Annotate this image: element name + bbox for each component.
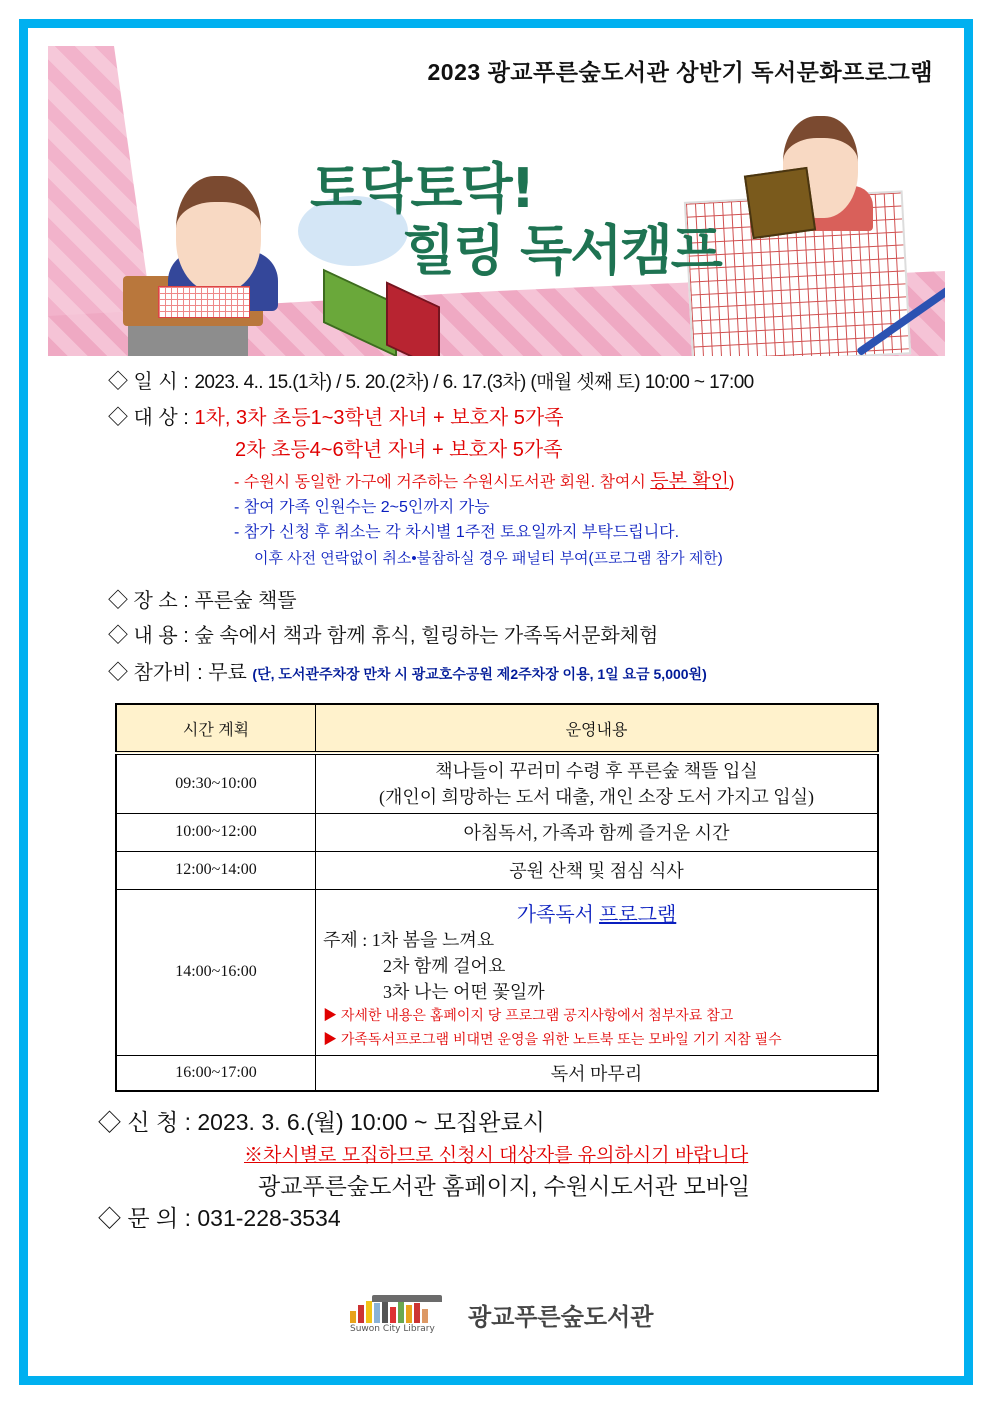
- info-date: [108, 372, 754, 392]
- date-label: ◇ 일 시 :: [108, 371, 189, 393]
- content-cell: 독서 마무리: [316, 1055, 879, 1091]
- table-row: [116, 753, 878, 813]
- table-row: [116, 1055, 878, 1091]
- table-row: [116, 889, 878, 1055]
- program-subtitle: 2023 광교푸른숲도서관 상반기 독서문화프로그램: [427, 59, 933, 85]
- content-cell: 공원 산책 및 점심 식사: [316, 851, 879, 889]
- content-label: ◇ 내 용 :: [108, 625, 189, 647]
- schedule-table: [115, 703, 879, 1092]
- program-note-2: ▶ 가족독서프로그램 비대면 운영을 위한 노트북 또는 모바일 기기 지참 필수: [323, 1030, 782, 1047]
- time-cell: 16:00~17:00: [116, 1055, 316, 1091]
- program-title: [317, 898, 876, 927]
- fee-label: ◇ 참가비 :: [108, 662, 203, 684]
- time-cell: 14:00~16:00: [116, 889, 316, 1055]
- content-cell: 아침독서, 가족과 함께 즐거운 시간: [316, 813, 879, 851]
- target-note-1-emphasis: 등본 확인: [650, 471, 729, 492]
- manuscript-paper-small-illustration: [158, 286, 250, 318]
- target-note-1-text: - 수원시 동일한 가구에 거주하는 수원시도서관 회원. 참여시: [234, 474, 651, 491]
- inquiry-phone: 031-228-3534: [197, 1205, 341, 1231]
- topic-3: 3차 나는 어떤 꽃일까: [383, 981, 545, 1002]
- target-line-2: 2차 초등4~6학년 자녀 + 보호자 5가족: [235, 439, 563, 461]
- fee-note: (단, 도서관주차장 만차 시 광교호수공원 제2주차장 이용, 1일 요금 5,000원): [252, 666, 707, 682]
- content-line-1: 책나들이 꾸러미 수령 후 푸른숲 책뜰 입실: [435, 760, 758, 781]
- apply-label: ◇ 신 청 :: [98, 1109, 191, 1135]
- info-target: [108, 408, 563, 428]
- desk-leg-illustration: [128, 326, 248, 356]
- time-cell: 10:00~12:00: [116, 813, 316, 851]
- girl-writing-head-illustration: [176, 176, 261, 292]
- header-time: 시간 계획: [116, 704, 316, 753]
- table-row: [116, 813, 878, 851]
- time-cell: 12:00~14:00: [116, 851, 316, 889]
- place-label: ◇ 장 소 :: [108, 590, 189, 612]
- content-line-2: (개인이 희망하는 도서 대출, 개인 소장 도서 가지고 입실): [378, 786, 815, 807]
- target-note-3: - 참가 신청 후 취소는 각 차시별 1주전 토요일까지 부탁드립니다.: [234, 524, 680, 541]
- info-fee: [108, 663, 707, 683]
- table-header-row: [116, 704, 878, 753]
- content-value: 숲 속에서 책과 함께 휴식, 힐링하는 가족독서문화체험: [194, 625, 659, 647]
- apply-warning: ※차시별로 모집하므로 신청시 대상자를 유의하시기 바랍니다: [244, 1145, 749, 1166]
- target-note-1: [234, 472, 734, 491]
- topic-2: 2차 함께 걸어요: [383, 955, 506, 976]
- program-note-1: ▶ 자세한 내용은 홈페이지 당 프로그램 공지사항에서 첨부자료 참고: [323, 1006, 734, 1023]
- fee-value: 무료: [208, 662, 247, 684]
- target-line-1: 1차, 3차 초등1~3학년 자녀 + 보호자 5가족: [194, 407, 564, 429]
- target-note-4: 이후 사전 연락없이 취소•불참하실 경우 패널티 부여(프로그램 참가 제한): [254, 550, 723, 567]
- logo-name: 광교푸른숲도서관: [468, 1303, 654, 1331]
- target-note-2: - 참여 가족 인원수는 2~5인까지 가능: [234, 499, 490, 516]
- title-line-2: 힐링 독서캠프: [403, 219, 721, 282]
- header-content: 운영내용: [316, 704, 879, 753]
- red-book-icon: [386, 281, 440, 356]
- program-title-a: 가족독서: [516, 903, 599, 926]
- banner: [48, 46, 945, 356]
- brown-book-icon: [744, 167, 816, 239]
- info-place: [108, 591, 297, 611]
- logo-roof-icon: [372, 1295, 442, 1302]
- time-cell: 09:30~10:00: [116, 753, 316, 813]
- apply-value: 2023. 3. 6.(월) 10:00 ~ 모집완료시: [197, 1109, 545, 1135]
- table-row: [116, 851, 878, 889]
- inquiry-row: [98, 1200, 341, 1233]
- apply-row: [98, 1104, 545, 1137]
- program-title-b: 프로그램: [599, 903, 677, 926]
- place-value: 푸른숲 책뜰: [194, 590, 297, 612]
- content-cell: [316, 889, 879, 1055]
- topic-1: 주제 : 1차 봄을 느껴요: [323, 929, 495, 950]
- content-cell: [316, 753, 879, 813]
- library-logo: [350, 1293, 690, 1338]
- logo-subtitle: Suwon City Library: [350, 1324, 435, 1334]
- target-label: ◇ 대 상 :: [108, 407, 189, 429]
- inquiry-label: ◇ 문 의 :: [98, 1205, 191, 1231]
- target-note-1-suffix: ): [728, 474, 735, 491]
- info-content: [108, 626, 658, 646]
- title-line-1: 토닥토닥!: [310, 157, 534, 220]
- apply-channels: 광교푸른숲도서관 홈페이지, 수원시도서관 모바일: [258, 1173, 751, 1199]
- date-value: 2023. 4.. 15.(1차) / 5. 20.(2차) / 6. 17.(3차) (매월 셋째 토) 10:00 ~ 17:00: [194, 372, 754, 393]
